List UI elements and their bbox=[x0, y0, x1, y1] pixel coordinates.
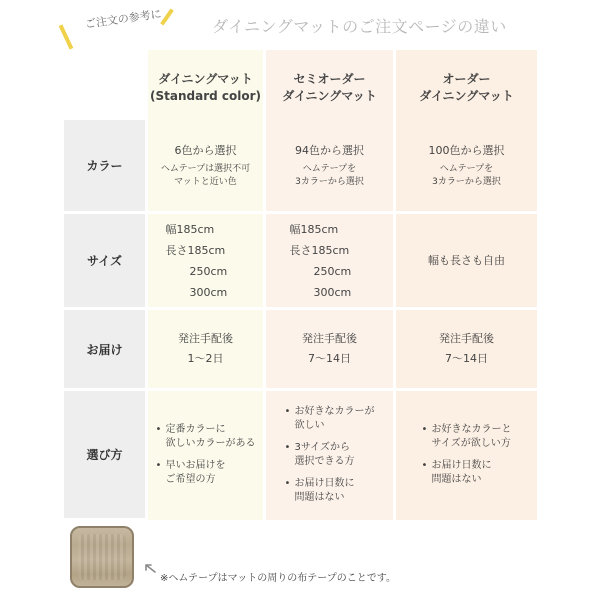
list-item: • 3サイズから 選択できる方 bbox=[285, 441, 375, 469]
cell-delivery-semi-order bbox=[266, 310, 393, 388]
size-length-option: 250cm bbox=[313, 264, 352, 278]
reference-note: ご注文の参考に bbox=[84, 7, 163, 31]
delivery-text: 発注手配後 bbox=[439, 332, 494, 345]
column-header-standard: ダイニングマット (Standard color) bbox=[150, 72, 261, 103]
column-header-semi-order: セミオーダー ダイニングマット bbox=[282, 72, 377, 103]
color-main: 6色から選択 bbox=[174, 144, 237, 157]
cell-choose-standard bbox=[148, 391, 263, 518]
list-item: • 早いお届けを ご希望の方 bbox=[156, 459, 256, 487]
color-main: 100色から選択 bbox=[428, 144, 505, 157]
cell-delivery-order bbox=[396, 310, 537, 388]
cell-size-order bbox=[396, 214, 537, 307]
cell-size-semi-order bbox=[266, 214, 393, 307]
choose-list bbox=[156, 415, 256, 495]
delivery-text: 発注手配後 bbox=[178, 332, 233, 345]
cell-choose-semi-order bbox=[266, 391, 393, 518]
color-sub: ヘムテープを 3カラーから選択 bbox=[295, 164, 364, 187]
cell-delivery-standard bbox=[148, 310, 263, 388]
delivery-days: 7〜14日 bbox=[445, 352, 488, 365]
row-header-choose: 選び方 bbox=[64, 391, 145, 518]
size-length-option: 250cm bbox=[189, 264, 228, 278]
cell-size-standard bbox=[148, 214, 263, 307]
list-item: • お好きなカラーが 欲しい bbox=[285, 405, 375, 433]
list-item: • 定番カラーに 欲しいカラーがある bbox=[156, 423, 256, 451]
cell-color-standard bbox=[148, 120, 263, 211]
footnote: ※ヘムテープはマットの周りの布テープのことです。 bbox=[160, 573, 396, 584]
delivery-days: 1〜2日 bbox=[187, 352, 224, 365]
accent-stroke bbox=[160, 8, 174, 25]
fabric-swatch-image bbox=[70, 526, 134, 588]
size-free: 幅も長さも自由 bbox=[428, 254, 505, 267]
color-main: 94色から選択 bbox=[295, 144, 364, 157]
accent-stroke bbox=[59, 24, 74, 49]
column-header-order: オーダー ダイニングマット bbox=[419, 72, 514, 103]
color-sub: ヘムテープは選択不可 マットと近い色 bbox=[160, 164, 251, 187]
size-width: 幅185cm bbox=[165, 222, 215, 236]
list-item: • お届け日数に 問題はない bbox=[422, 459, 512, 487]
cell-color-semi-order bbox=[266, 120, 393, 211]
cell-choose-order bbox=[396, 391, 537, 518]
size-length: 長さ185cm bbox=[165, 243, 226, 257]
row-header-color: カラー bbox=[64, 120, 145, 211]
row-header-size: サイズ bbox=[64, 214, 145, 307]
row-header-delivery: お届け bbox=[64, 310, 145, 388]
arrow-left-icon bbox=[140, 562, 156, 578]
size-length: 長さ185cm bbox=[289, 243, 350, 257]
size-length-option: 300cm bbox=[189, 285, 228, 299]
cell-color-order bbox=[396, 120, 537, 211]
color-sub: ヘムテープを 3カラーから選択 bbox=[432, 164, 501, 187]
list-item: • お好きなカラーと サイズが欲しい方 bbox=[422, 423, 512, 451]
size-width: 幅185cm bbox=[289, 222, 339, 236]
choose-list bbox=[285, 397, 375, 513]
delivery-text: 発注手配後 bbox=[302, 332, 357, 345]
choose-list bbox=[422, 415, 512, 495]
page-title: ダイニングマットのご注文ページの違い bbox=[212, 17, 507, 36]
delivery-days: 7〜14日 bbox=[308, 352, 351, 365]
size-length-option: 300cm bbox=[313, 285, 352, 299]
list-item: • お届け日数に 問題はない bbox=[285, 477, 375, 505]
